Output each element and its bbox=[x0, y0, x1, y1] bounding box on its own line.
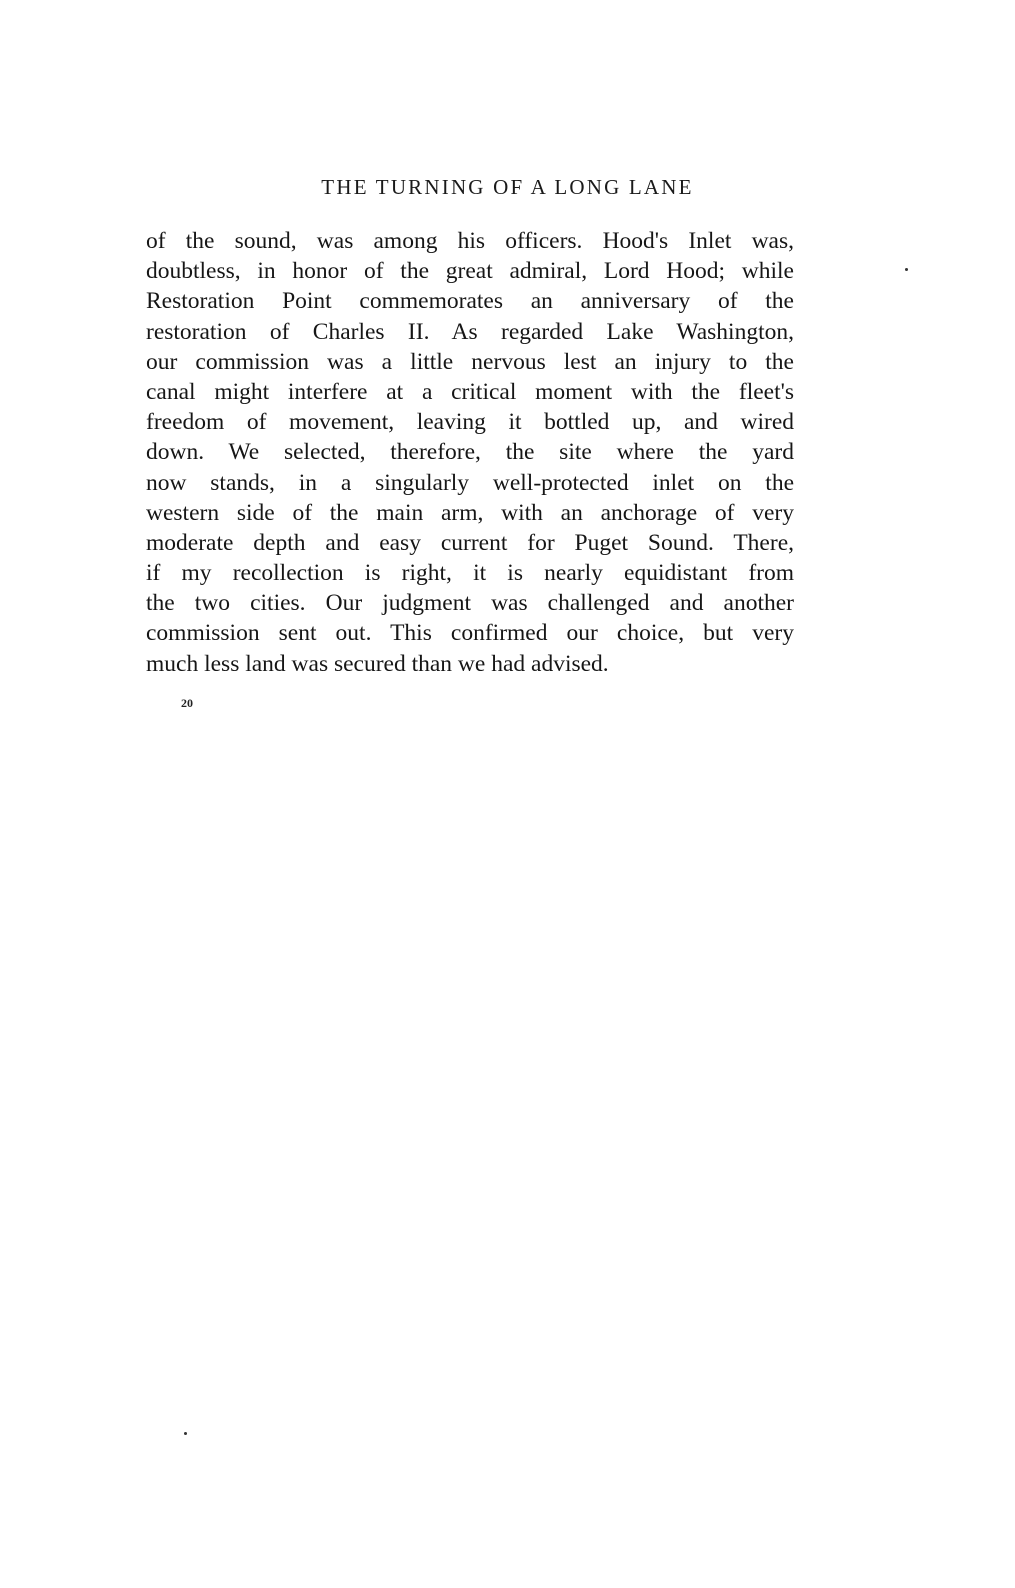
text-line: western side of the main arm, with an anchorage of very bbox=[146, 499, 794, 526]
text-line: now stands, in a singularly well-protected inlet on the bbox=[146, 469, 794, 496]
text-line: moderate depth and easy current for Puget Sound. There, bbox=[146, 529, 794, 556]
text-line: freedom of movement, leaving it bottled up, and wired bbox=[146, 409, 794, 436]
text-line: commission sent out. This confirmed our choice, but very bbox=[146, 620, 794, 647]
text-line: if my recollection is right, it is nearly equidistant from bbox=[146, 560, 794, 587]
page-number: 20 bbox=[181, 696, 193, 710]
scan-speck bbox=[184, 1432, 187, 1435]
text-line: our commission was a little nervous lest an injury to the bbox=[146, 348, 794, 375]
running-head: THE TURNING OF A LONG LANE bbox=[321, 175, 694, 199]
text-line: the two cities. Our judgment was challenged and another bbox=[146, 590, 794, 617]
text-line: restoration of Charles II. As regarded Lake Washington, bbox=[146, 318, 794, 345]
body-paragraph bbox=[146, 226, 794, 679]
text-line: much less land was secured than we had advised. bbox=[146, 650, 609, 677]
text-line: Restoration Point commemorates an anniversary of the bbox=[146, 288, 794, 315]
text-line: canal might interfere at a critical moment with the fleet's bbox=[146, 378, 794, 405]
scan-speck bbox=[905, 268, 908, 271]
text-line: of the sound, was among his officers. Hood's Inlet was, bbox=[146, 228, 794, 254]
text-line: down. We selected, therefore, the site where the yard bbox=[146, 439, 794, 466]
text-line: doubtless, in honor of the great admiral, Lord Hood; while bbox=[146, 258, 794, 285]
